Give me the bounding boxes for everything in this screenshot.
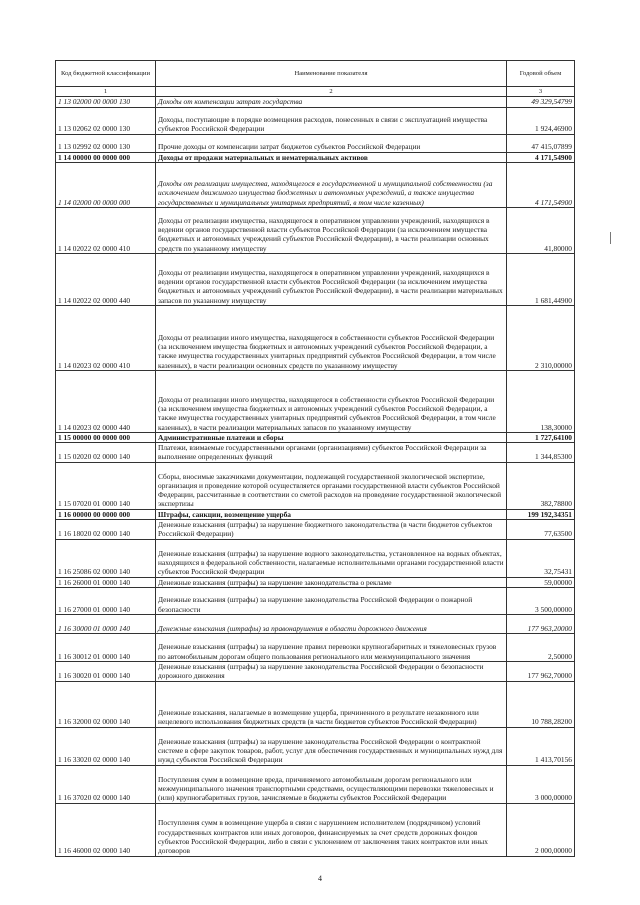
row-code: 1 13 02992 02 0000 130 bbox=[56, 134, 156, 152]
row-name: Денежные взыскания (штрафы) за нарушение законодательства Российской Федерации о контрактной системе в сфере закупок товаров, работ, услуг для обеспечения государственных и муниципальных нужд для нужд субъектов Российской Федерации bbox=[156, 727, 507, 765]
row-amount: 382,78800 bbox=[507, 462, 575, 509]
table-row bbox=[56, 305, 575, 370]
header-name: Наименование показателя bbox=[156, 61, 507, 87]
row-code: 1 14 00000 00 0000 000 bbox=[56, 152, 156, 162]
row-amount: 138,30000 bbox=[507, 370, 575, 432]
table-row bbox=[56, 370, 575, 432]
table-row bbox=[56, 97, 575, 107]
row-amount: 77,63500 bbox=[507, 520, 575, 540]
row-name: Штрафы, санкции, возмещение ущерба bbox=[156, 509, 507, 519]
table-row bbox=[56, 432, 575, 442]
row-amount: 3 500,00000 bbox=[507, 587, 575, 614]
row-amount: 4 171,54900 bbox=[507, 162, 575, 207]
row-name: Денежные взыскания (штрафы) за правонарушения в области дорожного движения bbox=[156, 614, 507, 633]
row-amount: 49 329,54799 bbox=[507, 97, 575, 107]
row-code: 1 16 37020 02 0000 140 bbox=[56, 765, 156, 803]
row-code: 1 16 30000 01 0000 140 bbox=[56, 614, 156, 633]
row-name: Платежи, взимаемые государственными органами (организациями) субъектов Российской Федерации за выполнение определенных функций bbox=[156, 443, 507, 463]
row-name: Сборы, вносимые заказчиками документации, подлежащей государственной экологической экспертизе, организация и проведение которой осуществляется органами государственной власти субъектов Российской Федерации, рассчитанные в соответствии со сметой расходов на проведение государственной экологической экспертизы bbox=[156, 462, 507, 509]
table-row bbox=[56, 633, 575, 661]
table-row bbox=[56, 162, 575, 207]
row-amount: 177 963,20000 bbox=[507, 614, 575, 633]
row-code: 1 16 30012 01 0000 140 bbox=[56, 633, 156, 661]
budget-revenue-table-page bbox=[55, 60, 575, 857]
budget-revenue-table bbox=[55, 60, 575, 857]
header-code: Код бюджетной классификации bbox=[56, 61, 156, 87]
table-row bbox=[56, 681, 575, 727]
row-amount: 32,75431 bbox=[507, 539, 575, 577]
row-name: Денежные взыскания (штрафы) за нарушение законодательства Российской Федерации о безопасности дорожного движения bbox=[156, 661, 507, 681]
row-name: Доходы от компенсации затрат государства bbox=[156, 97, 507, 107]
row-code: 1 16 26000 01 0000 140 bbox=[56, 577, 156, 587]
row-amount: 1 413,70156 bbox=[507, 727, 575, 765]
row-amount: 1 344,85300 bbox=[507, 443, 575, 463]
row-code: 1 14 02022 02 0000 410 bbox=[56, 207, 156, 253]
table-row bbox=[56, 152, 575, 162]
table-row bbox=[56, 520, 575, 540]
row-amount: 1 924,46900 bbox=[507, 107, 575, 134]
table-row bbox=[56, 443, 575, 463]
row-name: Денежные взыскания (штрафы) за нарушение законодательства Российской Федерации о пожарной безопасности bbox=[156, 587, 507, 614]
row-code: 1 16 25086 02 0000 140 bbox=[56, 539, 156, 577]
row-name: Доходы от реализации иного имущества, находящегося в собственности субъектов Российской Федерации (за исключением имущества бюджетных и автономных учреждений субъектов Российской Федерации, а также имущества государственных унитарных предприятий субъектов Российской Федерации, в том числе казенных), в части реализации материальных запасов по указанному имуществу bbox=[156, 370, 507, 432]
row-code: 1 16 46000 02 0000 140 bbox=[56, 803, 156, 856]
row-name: Доходы от реализации имущества, находящегося в оперативном управлении учреждений, находящихся в ведении органов государственной власти субъектов Российской Федерации (за исключением имущества бюджетных и автономных учреждений субъектов Российской Федерации), в части реализации основных средств по указанному имуществу bbox=[156, 207, 507, 253]
row-name: Поступления сумм в возмещение вреда, причиняемого автомобильным дорогам регионального или межмуниципального значения транспортными средствами, осуществляющими перевозки тяжеловесных и (или) крупногабаритных грузов, зачисляемые в бюджеты субъектов Российской Федерации bbox=[156, 765, 507, 803]
row-code: 1 16 00000 00 0000 000 bbox=[56, 509, 156, 519]
table-row bbox=[56, 577, 575, 587]
row-amount: 2 310,00000 bbox=[507, 305, 575, 370]
row-code: 1 13 02000 00 0000 130 bbox=[56, 97, 156, 107]
row-amount: 4 171,54900 bbox=[507, 152, 575, 162]
table-row bbox=[56, 253, 575, 305]
row-amount: 3 000,00000 bbox=[507, 765, 575, 803]
column-number-3: 3 bbox=[507, 87, 575, 97]
table-row bbox=[56, 765, 575, 803]
header-amount: Годовой объем bbox=[507, 61, 575, 87]
row-name: Денежные взыскания (штрафы) за нарушение бюджетного законодательства (в части бюджетов субъектов Российской Федерации) bbox=[156, 520, 507, 540]
row-amount: 1 727,64100 bbox=[507, 432, 575, 442]
column-number-1: 1 bbox=[56, 87, 156, 97]
table-body bbox=[56, 97, 575, 856]
page-number: 4 bbox=[318, 874, 322, 883]
row-amount: 41,80000 bbox=[507, 207, 575, 253]
column-number-row bbox=[56, 87, 575, 97]
row-code: 1 15 02020 02 0000 140 bbox=[56, 443, 156, 463]
row-code: 1 15 07020 01 0000 140 bbox=[56, 462, 156, 509]
row-amount: 2 000,00000 bbox=[507, 803, 575, 856]
row-amount: 10 788,28200 bbox=[507, 681, 575, 727]
table-row bbox=[56, 107, 575, 134]
table-row bbox=[56, 134, 575, 152]
row-code: 1 14 02023 02 0000 440 bbox=[56, 370, 156, 432]
row-name: Доходы от продажи материальных и нематериальных активов bbox=[156, 152, 507, 162]
row-code: 1 16 30020 01 0000 140 bbox=[56, 661, 156, 681]
table-row bbox=[56, 539, 575, 577]
row-name: Доходы от реализации имущества, находящегося в оперативном управлении учреждений, находящихся в ведении органов государственной власти субъектов Российской Федерации (за исключением имущества бюджетных и автономных учреждений субъектов Российской Федерации), в части реализации материальных запасов по указанному имуществу bbox=[156, 253, 507, 305]
row-code: 1 16 27000 01 0000 140 bbox=[56, 587, 156, 614]
row-name: Денежные взыскания, налагаемые в возмещение ущерба, причиненного в результате незаконного или нецелевого использования бюджетных средств (в части бюджетов субъектов Российской Федерации) bbox=[156, 681, 507, 727]
row-code: 1 15 00000 00 0000 000 bbox=[56, 432, 156, 442]
table-row bbox=[56, 587, 575, 614]
table-row bbox=[56, 727, 575, 765]
row-amount: 2,50000 bbox=[507, 633, 575, 661]
row-name: Административные платежи и сборы bbox=[156, 432, 507, 442]
table-row bbox=[56, 207, 575, 253]
table-row bbox=[56, 614, 575, 633]
table-row bbox=[56, 462, 575, 509]
row-code: 1 14 02022 02 0000 440 bbox=[56, 253, 156, 305]
row-code: 1 16 33020 02 0000 140 bbox=[56, 727, 156, 765]
table-header-row bbox=[56, 61, 575, 87]
row-name: Прочие доходы от компенсации затрат бюджетов субъектов Российской Федерации bbox=[156, 134, 507, 152]
row-code: 1 14 02000 00 0000 000 bbox=[56, 162, 156, 207]
row-name: Доходы, поступающие в порядке возмещения расходов, понесенных в связи с эксплуатацией имущества субъектов Российской Федерации bbox=[156, 107, 507, 134]
table-row bbox=[56, 661, 575, 681]
row-code: 1 13 02062 02 0000 130 bbox=[56, 107, 156, 134]
row-code: 1 14 02023 02 0000 410 bbox=[56, 305, 156, 370]
row-name: Денежные взыскания (штрафы) за нарушение законодательства о рекламе bbox=[156, 577, 507, 587]
row-amount: 177 962,70000 bbox=[507, 661, 575, 681]
row-amount: 47 415,07899 bbox=[507, 134, 575, 152]
row-amount: 1 681,44900 bbox=[507, 253, 575, 305]
row-name: Поступления сумм в возмещение ущерба в связи с нарушением исполнителем (подрядчиком) условий государственных контрактов или иных договоров, финансируемых за счет средств дорожных фондов субъектов Российской Федерации, либо в связи с уклонением от заключения таких контрактов или иных договоров bbox=[156, 803, 507, 856]
row-name: Доходы от реализации имущества, находящегося в государственной и муниципальной собственности (за исключением движимого имущества бюджетных и автономных учреждений, а также имущества государственных и муниципальных унитарных предприятий, в том числе казенных) bbox=[156, 162, 507, 207]
row-name: Денежные взыскания (штрафы) за нарушение правил перевозки крупногабаритных и тяжеловесных грузов по автомобильным дорогам общего пользования регионального или межмуниципального значения bbox=[156, 633, 507, 661]
table-row bbox=[56, 509, 575, 519]
row-code: 1 16 18020 02 0000 140 bbox=[56, 520, 156, 540]
row-code: 1 16 32000 02 0000 140 bbox=[56, 681, 156, 727]
row-name: Денежные взыскания (штрафы) за нарушение водного законодательства, установленное на водных объектах, находящихся в федеральной собственности, налагаемые исполнительными органами государственной власти субъектов Российской Федерации bbox=[156, 539, 507, 577]
row-amount: 59,00000 bbox=[507, 577, 575, 587]
row-name: Доходы от реализации иного имущества, находящегося в собственности субъектов Российской Федерации (за исключением имущества бюджетных и автономных учреждений субъектов Российской Федерации, а также имущества государственных унитарных предприятий субъектов Российской Федерации, в том числе казенных), в части реализации основных средств по указанному имуществу bbox=[156, 305, 507, 370]
margin-mark bbox=[610, 232, 611, 244]
row-amount: 199 192,34351 bbox=[507, 509, 575, 519]
column-number-2: 2 bbox=[156, 87, 507, 97]
table-row bbox=[56, 803, 575, 856]
